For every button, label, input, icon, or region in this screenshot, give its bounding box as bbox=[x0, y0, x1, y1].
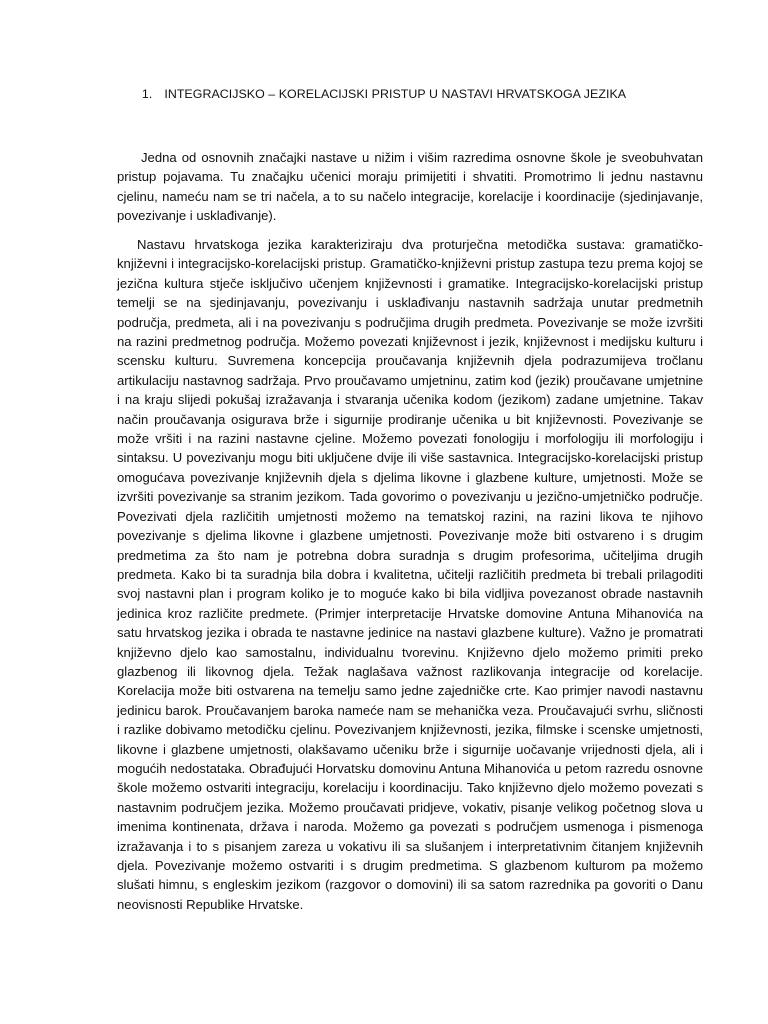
paragraph-intro: Jedna od osnovnih značajki nastave u nižim i višim razredima osnovne škole je sveobuhvatan pristup pojavama. Tu značajku učenici moraju primijetiti i shvatiti. Promotrimo li jednu nastavnu cjelinu, nameću nam se tri načela, a to su načelo integracije, korelacije i koordinacije (sjedinjavanje, povezivanje i usklađivanje). bbox=[117, 150, 703, 224]
paragraph-main: Nastavu hrvatskoga jezika karakteriziraju dva proturječna metodička sustava: gramatičko-književni i integracijsko-korelacijski pristup. Gramatičko-književni pristup zastupa tezu prema kojoj se jezična kultura stječe isključivo učenjem književnosti i gramatike. Integracijsko-korelacijski pristup temelji se na sjedinjavanju, povezivanju i usklađivanju nastavnih sadržaja unutar predmetnih područja, predmeta, ali i na povezivanju s područjima drugih predmeta. Povezivanje se može izvršiti na razini predmetnog područja. Možemo povezati književnost i jezik, književnost i medijsku kulturu i scensku kulturu. Suvremena koncepcija proučavanja književnih djela podrazumijeva tročlanu artikulaciju nastavnog sadržaja. Prvo proučavamo umjetninu, zatim kod (jezik) proučavane umjetnine i na kraju slijedi pokušaj izražavanja i stvaranja učenika kodom (jezikom) zadane umjetnine. Takav način proučavanja osigurava brže i sigurnije prodiranje učenika u bit književnosti. Povezivanje se može vršiti i na razini nastavne cjeline. Možemo povezati fonologiju i morfologiju ili morfologiju i sintaksu. U povezivanju mogu biti uključene dvije ili više sastavnica. Integracijsko-korelacijski pristup omogućava povezivanje književnih djela s djelima likovne i glazbene kulture, umjetnosti. Može se izvršiti povezivanje sa stranim jezikom. Tada govorimo o povezivanju u jezično-umjetničko područje. Povezivati djela različitih umjetnosti možemo na tematskoj razini, na razini likova te njihovo povezivanje s djelima likovne i glazbene umjetnosti. Povezivanje može biti ostvareno i s drugim predmetima za što nam je potrebna dobra suradnja s drugim profesorima, učiteljima drugih predmeta. Kako bi ta suradnja bila dobra i kvalitetna, učitelji različitih predmeta bi trebali prilagoditi svoj nastavni plan i program koliko je to moguće kako bi bila vidljiva povezanost obrade nastavnih jedinica kroz različite predmete. (Primjer interpretacije Hrvatske domovine Antuna Mihanovića na satu hrvatskog jezika i obrada te nastavne jedinice na nastavi glazbene kulture). Važno je promatrati književno djelo kao samostalnu, individualnu tvorevinu. Književno djelo možemo primiti preko glazbenog ili likovnog djela. Težak naglašava važnost razlikovanja integracije od korelacije. Korelacija može biti ostvarena na temelju samo jedne zajedničke crte. Kao primjer navodi nastavnu jedinicu barok. Proučavanjem baroka nameće nam se mehanička veza. Proučavajući svrhu, sličnosti i razlike dobivamo metodičku cjelinu. Povezivanjem književnosti, jezika, filmske i scenske umjetnosti, likovne i glazbene umjetnosti, olakšavamo učeniku brže i sigurnije uočavanje vrijednosti djela, ali i mogućih nedostataka. Obrađujući Horvatsku domovinu Antuna Mihanovića u petom razredu osnovne škole možemo ostvariti integraciju, korelaciju i koordinaciju. Tako književno djelo možemo povezati s nastavnim područjem jezika. Možemo proučavati pridjeve, vokativ, pisanje velikog početnog slova u imenima kontinenata, država i naroda. Možemo ga povezati s područjem usmenoga i pismenoga izražavanja i to s pisanjem zareza u vokativu ili sa slušanjem i interpretativnim čitanjem književnih djela. Povezivanje možemo ostvariti i s drugim predmetima. S glazbenom kulturom pa možemo slušati himnu, s engleskim jezikom (razgovor o domovini) ili sa satom razrednika pa govoriti o Danu neovisnosti Republike Hrvatske. bbox=[117, 237, 703, 912]
section-heading bbox=[0, 87, 768, 101]
section-number: 1. bbox=[141, 87, 153, 101]
section-title: INTEGRACIJSKO – KORELACIJSKI PRISTUP U NASTAVI HRVATSKOGA JEZIKA bbox=[164, 87, 627, 101]
